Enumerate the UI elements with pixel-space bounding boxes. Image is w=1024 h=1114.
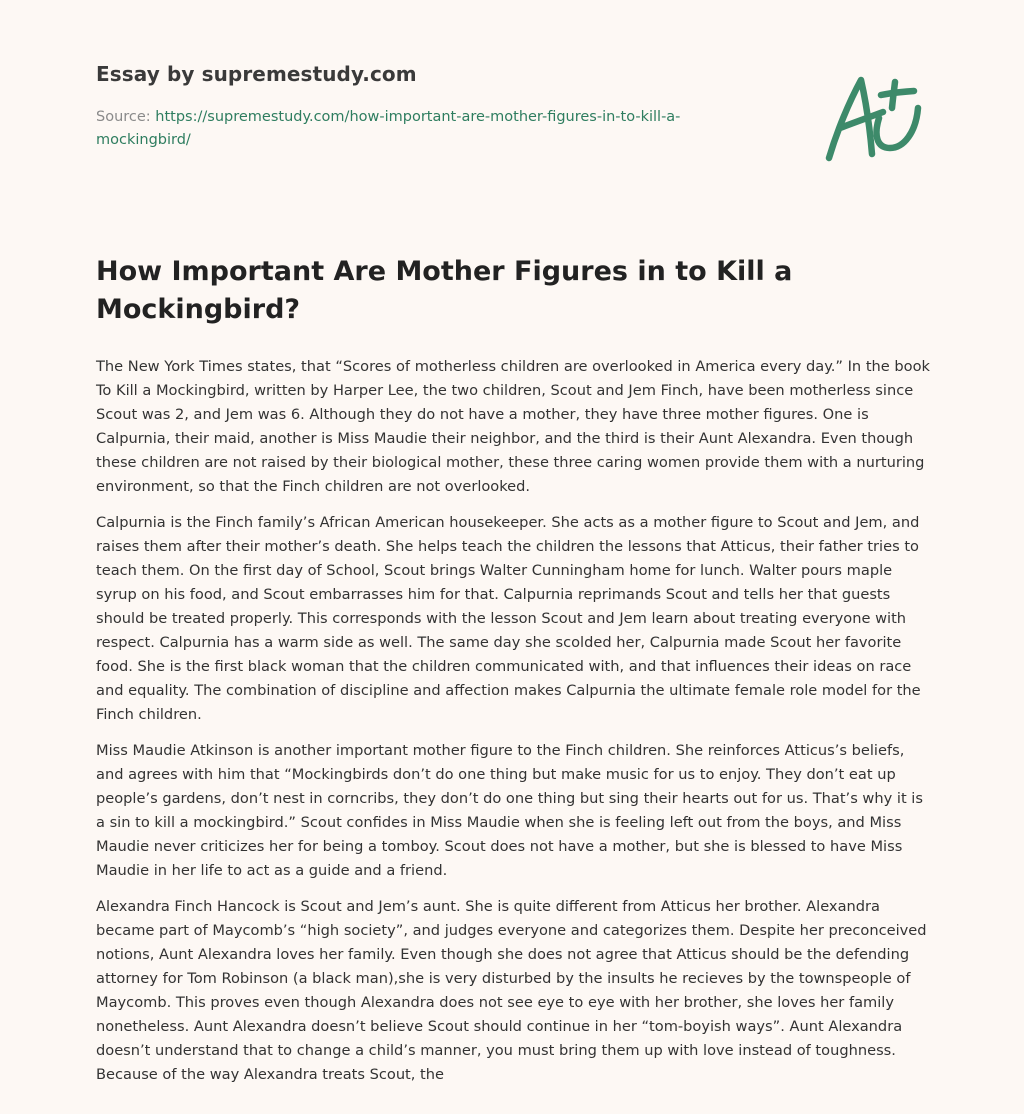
essay-body	[96, 355, 930, 1099]
essay-title: How Important Are Mother Figures in to Kill a Mockingbird?	[96, 256, 793, 325]
essay-paragraph: Miss Maudie Atkinson is another important mother figure to the Finch children. She reinforces Atticus’s beliefs, and agrees with him that “Mockingbirds don’t do one thing but make music for us to enjoy. They don’t eat up people’s gardens, don’t nest in corncribs, they don’t do one thing but sing their hearts out for us. That’s why it is a sin to kill a mockingbird.” Scout confides in Miss Maudie when she is feeling left out from the boys, and Miss Maudie never criticizes her for being a tomboy. Scout does not have a mother, but she is blessed to have Miss Maudie in her life to act as a guide and a friend.	[96, 742, 923, 879]
essay-paragraph: Calpurnia is the Finch family’s African American housekeeper. She acts as a mother figure to Scout and Jem, and raises them after their mother’s death. She helps teach the children the lessons that Atticus, their father tries to teach them. On the first day of School, Scout brings Walter Cunningham home for lunch. Walter pours maple syrup on his food, and Scout embarrasses him for that. Calpurnia reprimands Scout and tells her that guests should be treated properly. This corresponds with the lesson Scout and Jem learn about treating everyone with respect. Calpurnia has a warm side as well. The same day she scolded her, Calpurnia made Scout her favorite food. She is the first black woman that the children communicated with, and that influences their ideas on race and equality. The combination of discipline and affection makes Calpurnia the ultimate female role model for the Finch children.	[96, 514, 921, 723]
a-plus-icon	[820, 68, 930, 168]
page-header	[96, 62, 736, 152]
site-title: Essay by supremestudy.com	[96, 62, 417, 86]
source-url-line-2[interactable]: mockingbird/	[96, 132, 191, 148]
source-line	[96, 106, 736, 152]
source-label: Source:	[96, 109, 151, 125]
source-link[interactable]	[96, 109, 680, 148]
essay-paragraph: The New York Times states, that “Scores of motherless children are overlooked in America every day.” In the book To Kill a Mockingbird, written by Harper Lee, the two children, Scout and Jem Finch, have been motherless since Scout was 2, and Jem was 6. Although they do not have a mother, they have three mother figures. One is Calpurnia, their maid, another is Miss Maudie their neighbor, and the third is their Aunt Alexandra. Even though these children are not raised by their biological mother, these three caring women provide them with a nurturing environment, so that the Finch children are not overlooked.	[96, 358, 930, 495]
essay-paragraph: Alexandra Finch Hancock is Scout and Jem’s aunt. She is quite different from Atticus her brother. Alexandra became part of Maycomb’s “high society”, and judges everyone and categorizes them. Despite her preconceived notions, Aunt Alexandra loves her family. Even though she does not agree that Atticus should be the defending attorney for Tom Robinson (a black man),she is very disturbed by the insults he recieves by the townspeople of Maycomb. This proves even though Alexandra does not see eye to eye with her brother, she loves her family nonetheless. Aunt Alexandra doesn’t believe Scout should continue in her “tom-boyish ways”. Aunt Alexandra doesn’t understand that to change a child’s manner, you must bring them up with love instead of toughness. Because of the way Alexandra treats Scout, the	[96, 898, 927, 1083]
source-url-line-1[interactable]: https://supremestudy.com/how-important-are-mother-figures-in-to-kill-a-	[155, 109, 681, 125]
